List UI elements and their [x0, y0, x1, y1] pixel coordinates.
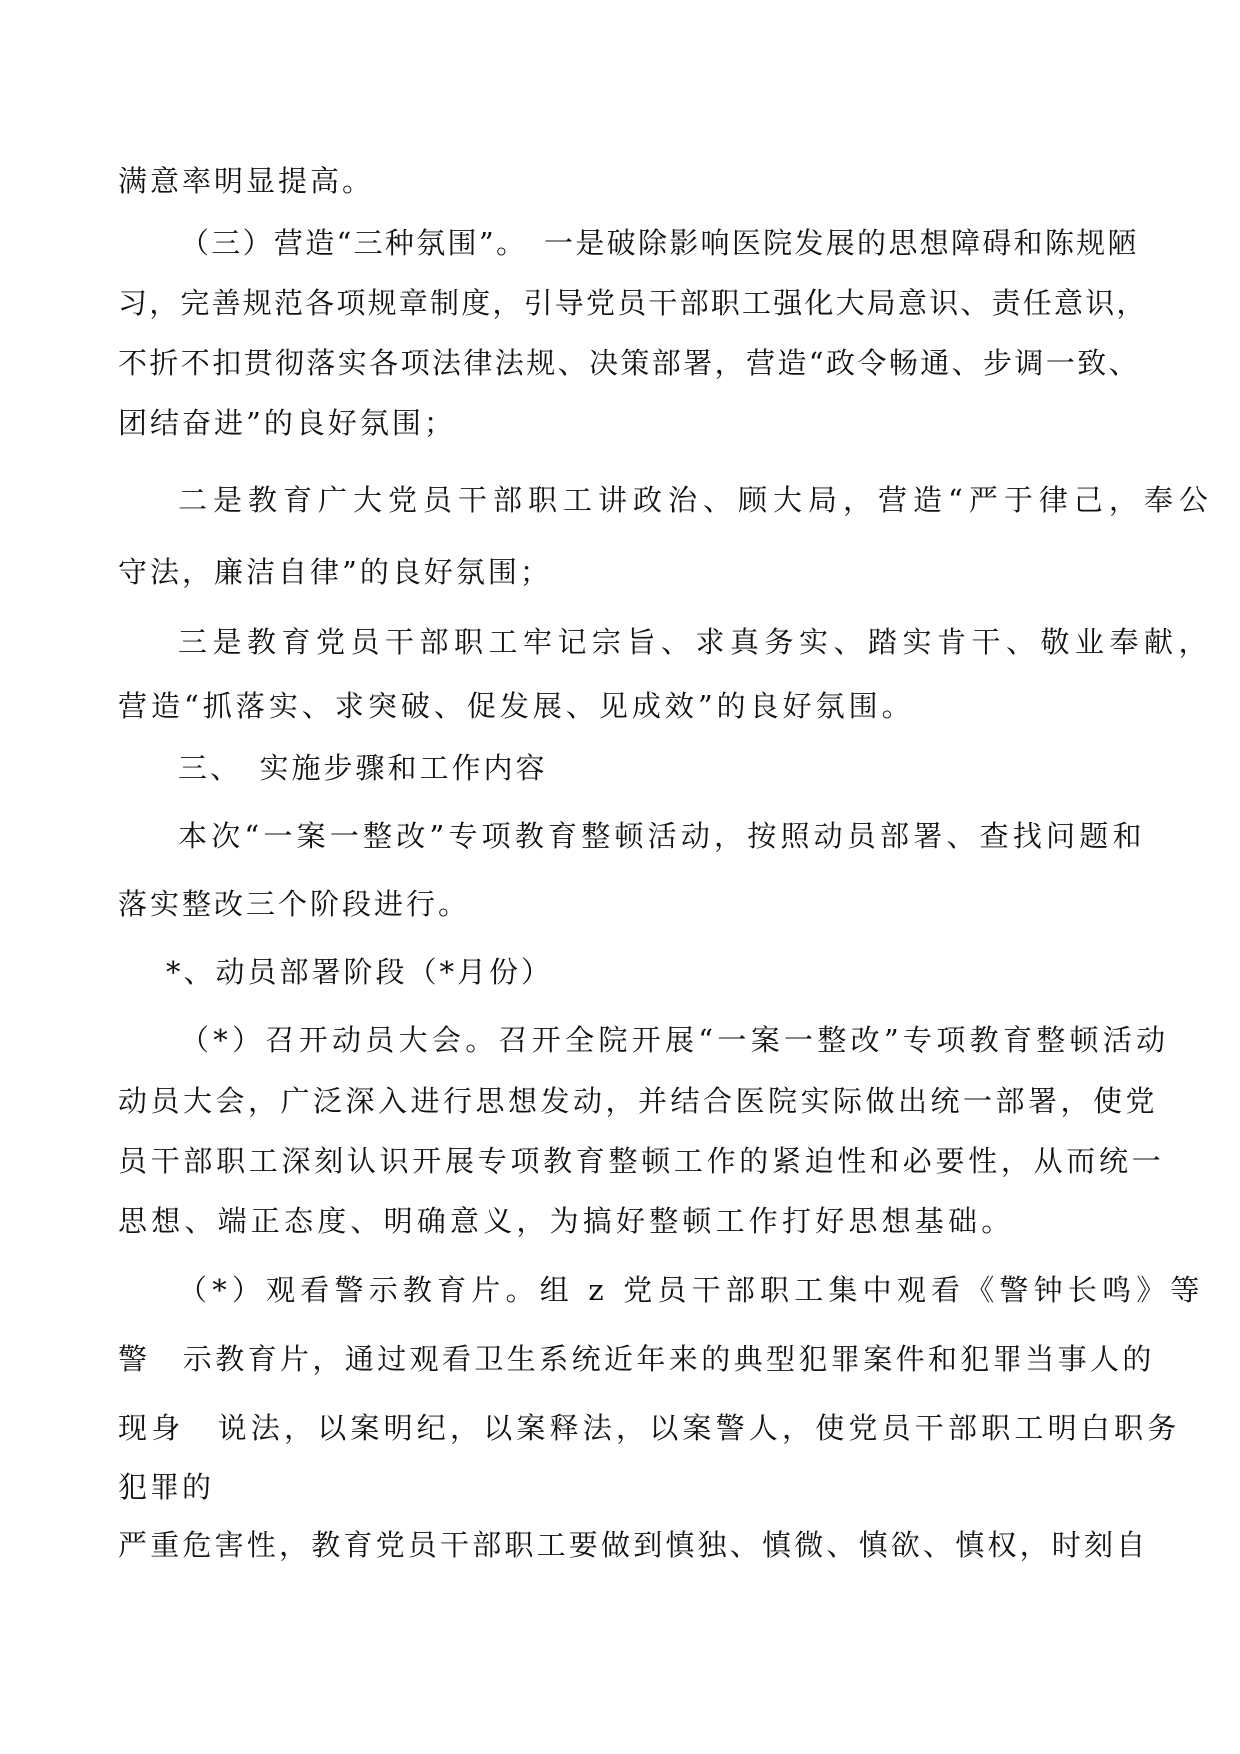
- text-line: 团结奋进”的良好氛围；: [118, 406, 456, 440]
- text-line: 二是教育广大党员干部职工讲政治、顾大局，营造“严于律己，奉公: [178, 483, 1214, 517]
- text-line: 守法，廉洁自律”的良好氛围；: [118, 555, 552, 589]
- text-line: 三是教育党员干部职工牢记宗旨、求真务实、踏实肯干、敬业奉献，: [178, 625, 1214, 659]
- text-line: 本次“一案一整改”专项教育整顿活动，按照动员部署、查找问题和: [178, 819, 1146, 853]
- text-line: （三）营造“三种氛围”。 一是破除影响医院发展的思想障碍和陈规陋: [180, 226, 1139, 260]
- text-line: 习，完善规范各项规章制度，引导党员干部职工强化大局意识、责任意识，: [118, 286, 1148, 320]
- text-line: 营造“抓落实、求突破、促发展、见成效”的良好氛围。: [118, 689, 915, 723]
- text-line: （*）召开动员大会。召开全院开展“一案一整改”专项教育整顿活动: [180, 1023, 1170, 1057]
- text-line: 犯罪的: [118, 1470, 215, 1504]
- text-line: 现身 说法，以案明纪，以案释法，以案警人，使党员干部职工明白职务: [118, 1411, 1181, 1445]
- section-heading: 三、 实施步骤和工作内容: [178, 751, 548, 785]
- text-line: 严重危害性，教育党员干部职工要做到慎独、慎微、慎欲、慎权，时刻自: [118, 1528, 1149, 1562]
- text-line: 动员大会，广泛深入进行思想发动，并结合医院实际做出统一部署，使党: [118, 1084, 1159, 1118]
- text-line: 满意率明显提高。: [118, 164, 375, 198]
- text-line: （*）观看警示教育片。组 z 党员干部职工集中观看《警钟长鸣》等: [178, 1273, 1205, 1307]
- text-line: 警 示教育片，通过观看卫生系统近年来的典型犯罪案件和犯罪当事人的: [118, 1342, 1155, 1376]
- text-line: 员干部职工深刻认识开展专项教育整顿工作的紧迫性和必要性，从而统一: [118, 1144, 1165, 1178]
- stage-heading: *、动员部署阶段（*月份）: [166, 955, 554, 989]
- text-line: 落实整改三个阶段进行。: [118, 887, 471, 921]
- text-line: 思想、端正态度、明确意义，为搞好整顿工作打好思想基础。: [118, 1204, 1015, 1238]
- text-line: 不折不扣贯彻落实各项法律法规、决策部署，营造“政令畅通、步调一致、: [118, 346, 1141, 380]
